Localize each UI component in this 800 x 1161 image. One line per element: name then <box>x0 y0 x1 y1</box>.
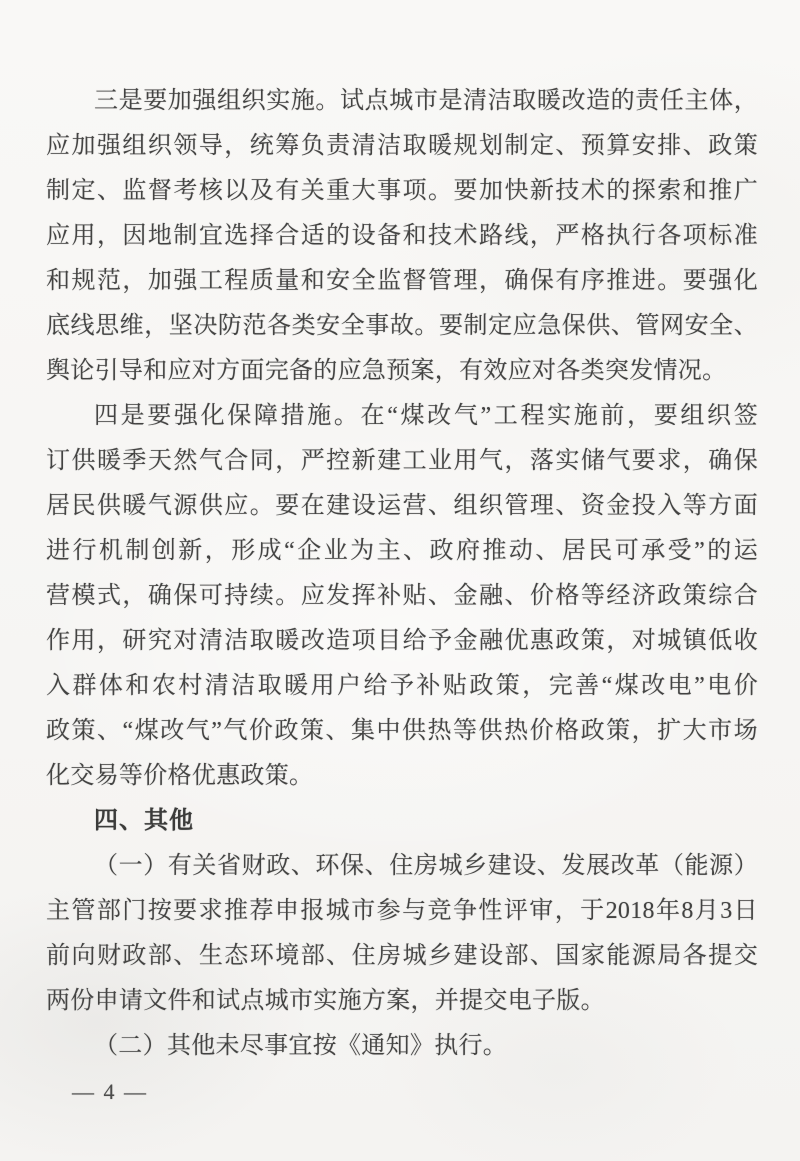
paragraph-three <box>46 79 758 394</box>
text-line: 制定、监督考核以及有关重大事项。要加快新技术的探索和推广 <box>46 178 758 204</box>
text-line: 应用，因地制宜选择合适的设备和技术路线，严格执行各项标准 <box>46 223 758 249</box>
paragraph-other-1 <box>46 844 758 1024</box>
section-heading: 四、其他 <box>94 808 194 834</box>
text-line: 进行机制创新，形成“企业为主、政府推动、居民可承受”的运 <box>46 538 758 564</box>
text-line: 前向财政部、生态环境部、住房城乡建设部、国家能源局各提交 <box>46 943 758 969</box>
paragraph-four <box>46 394 758 799</box>
document-body <box>46 79 758 1114</box>
text-line: 和规范，加强工程质量和安全监督管理，确保有序推进。要强化 <box>46 268 758 294</box>
text-line: 四是要强化保障措施。在“煤改气”工程实施前，要组织签 <box>94 403 758 429</box>
text-line: 作用，研究对清洁取暖改造项目给予金融优惠政策，对城镇低收 <box>46 628 758 654</box>
text-line: 政策、“煤改气”气价政策、集中供热等供热价格政策，扩大市场 <box>46 718 758 744</box>
text-line: 入群体和农村清洁取暖用户给予补贴政策，完善“煤改电”电价 <box>46 673 758 699</box>
text-line: 三是要加强组织实施。试点城市是清洁取暖改造的责任主体， <box>94 88 758 114</box>
text-line: 订供暖季天然气合同，严控新建工业用气，落实储气要求，确保 <box>46 448 758 474</box>
text-line: （一）有关省财政、环保、住房城乡建设、发展改革（能源） <box>94 853 758 879</box>
paragraph-other-2 <box>46 1024 758 1069</box>
text-line: 化交易等价格优惠政策。 <box>46 763 314 789</box>
text-line: （二）其他未尽事宜按《通知》执行。 <box>94 1033 508 1059</box>
text-line: 营模式，确保可持续。应发挥补贴、金融、价格等经济政策综合 <box>46 583 758 609</box>
text-line: 两份申请文件和试点城市实施方案，并提交电子版。 <box>46 988 605 1014</box>
page-number: — 4 — <box>72 1079 148 1104</box>
text-line: 底线思维，坚决防范各类安全事故。要制定应急保供、管网安全、 <box>46 313 758 339</box>
text-line: 舆论引导和应对方面完备的应急预案，有效应对各类突发情况。 <box>46 358 727 384</box>
text-line: 应加强组织领导，统筹负责清洁取暖规划制定、预算安排、政策 <box>46 133 758 159</box>
text-line: 居民供暖气源供应。要在建设运营、组织管理、资金投入等方面 <box>46 493 758 519</box>
text-line: 主管部门按要求推荐申报城市参与竞争性评审，于2018年8月3日 <box>46 898 758 924</box>
